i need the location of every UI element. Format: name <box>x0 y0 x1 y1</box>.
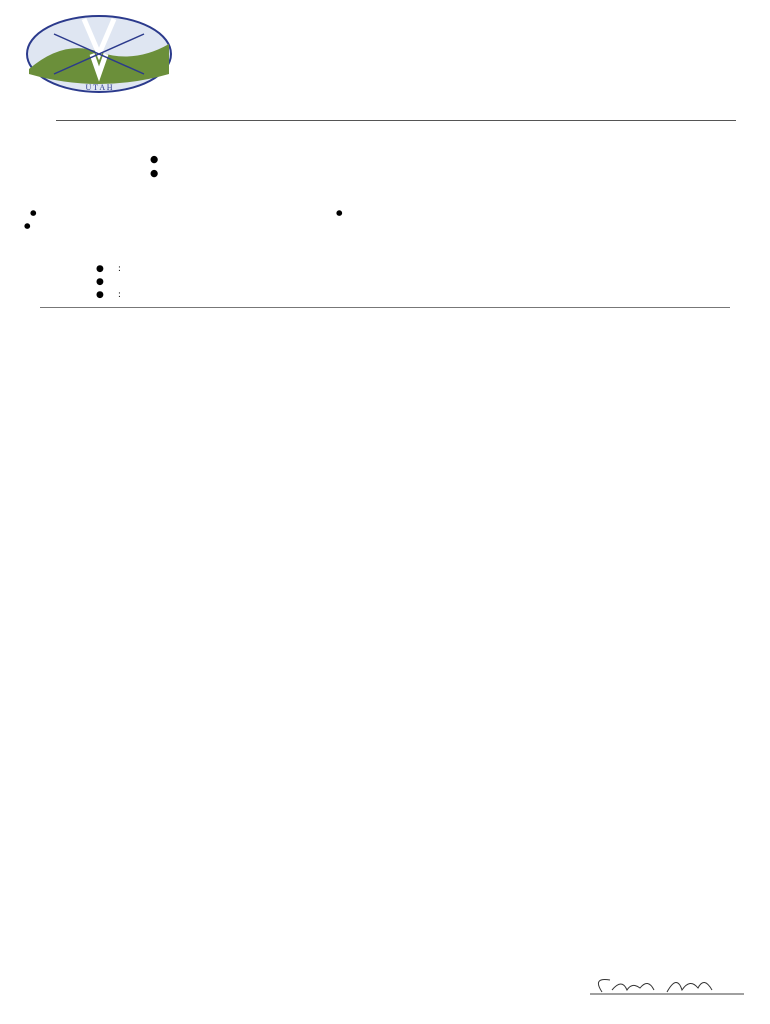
body-line: ● : <box>96 290 121 300</box>
item15-public-hearing <box>74 893 118 903</box>
recorder-signature <box>582 972 752 1002</box>
notice-divider <box>40 307 730 308</box>
item12-public-hearing <box>74 737 118 747</box>
guideline-mask: ● <box>30 208 42 217</box>
item13-public-hearing <box>74 789 118 799</box>
header-divider <box>56 120 736 121</box>
subject-line: ● <box>96 277 104 287</box>
item14-public-hearing <box>74 841 118 851</box>
phone-line: ● <box>150 168 159 179</box>
guideline-illness: ● <box>24 221 36 230</box>
item15-action <box>74 906 118 916</box>
item14-action <box>74 854 118 864</box>
zoom-line: ● <box>150 154 159 165</box>
svg-text:U T A H: U T A H <box>85 83 113 92</box>
city-logo <box>24 14 174 98</box>
email-line: ● : <box>96 264 121 274</box>
item12-action <box>74 750 118 760</box>
item13-action <box>74 802 118 812</box>
guideline-hygiene: ● <box>336 208 348 217</box>
